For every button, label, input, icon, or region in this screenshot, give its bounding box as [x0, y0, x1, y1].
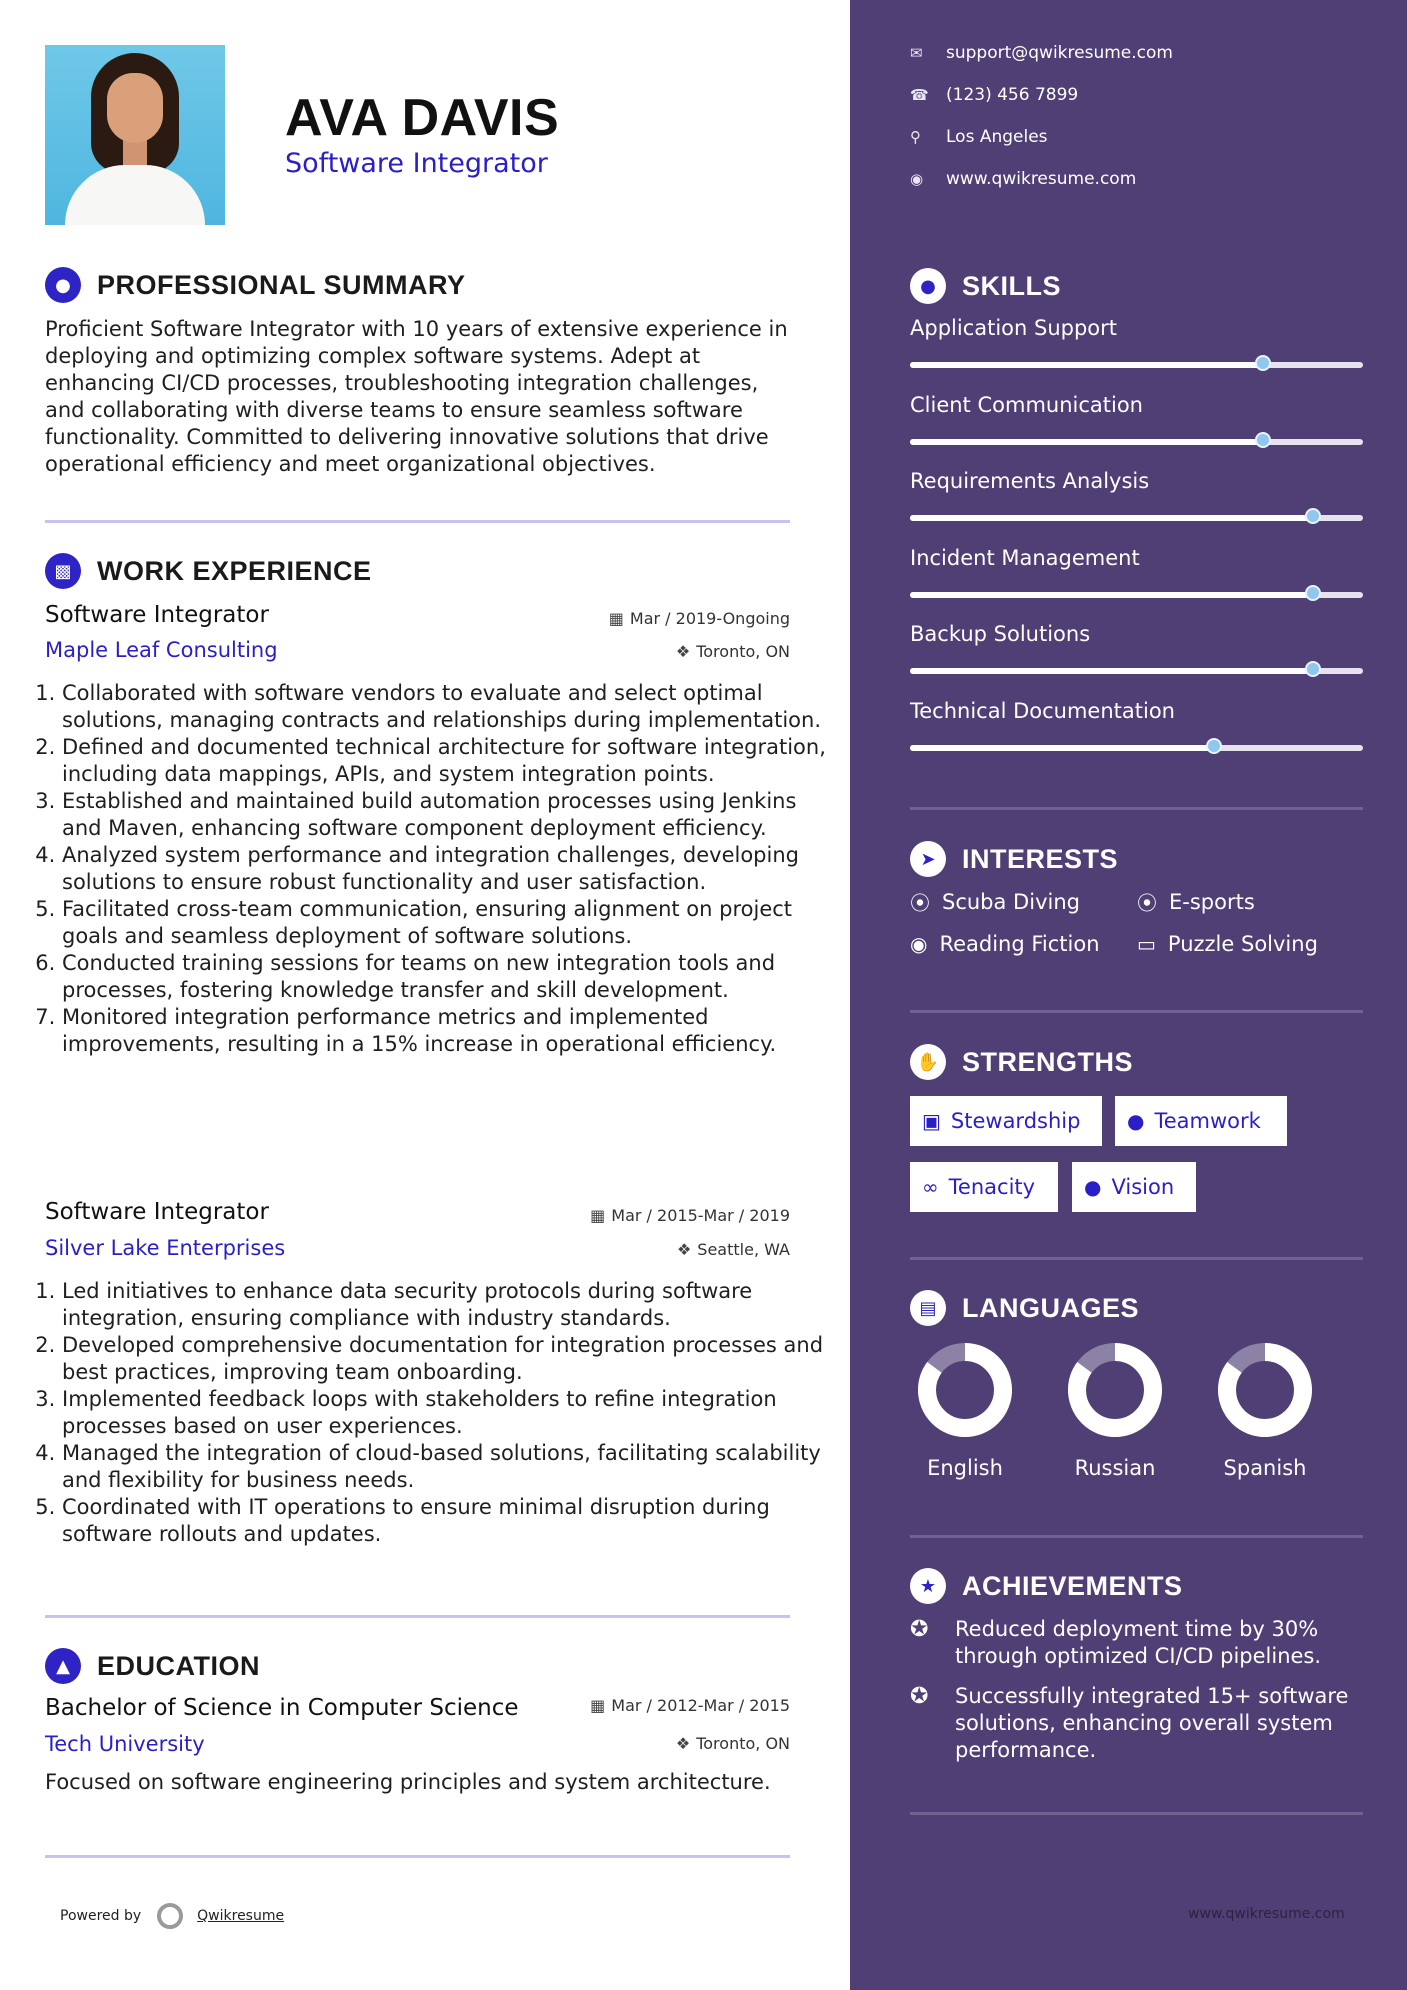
interest-item: ⦿ E-sports [1137, 887, 1255, 916]
education-location: ❖ Toronto, ON [675, 1734, 790, 1753]
divider [910, 1812, 1363, 1815]
skill-bar [910, 362, 1363, 368]
achievement-item: ✪ Reduced deployment time by 30% through optimized CI/CD pipelines. [910, 1617, 1322, 1668]
list-item: 1. Led initiatives to enhance data security protocols during software integration, ensuring compliance with industry standards. [62, 1278, 842, 1332]
contact-website: ◉ www.qwikresume.com [910, 169, 1137, 189]
strengths-heading: ✋ STRENGTHS [910, 1044, 1133, 1080]
pin-icon: ❖ [675, 642, 691, 661]
book-icon: ▭ [1137, 932, 1156, 956]
skill-bar-fill [910, 592, 1313, 598]
divider [910, 807, 1363, 810]
skill-bar-fill [910, 362, 1263, 368]
language-label: Spanish [1223, 1456, 1307, 1480]
pin-icon: ❖ [676, 1240, 692, 1259]
skill-bar-fill [910, 515, 1313, 521]
users-icon: ● [1127, 1109, 1145, 1133]
contact-phone: ☎ (123) 456 7899 [910, 85, 1079, 105]
pin-icon: ❖ [675, 1734, 691, 1753]
job-title: Software Integrator [45, 602, 269, 628]
languages-heading: ▤ LANGUAGES [910, 1290, 1139, 1326]
contact-email: ✉ support@qwikresume.com [910, 43, 1173, 63]
skill-label: Application Support [910, 316, 1118, 340]
list-item: 3. Implemented feedback loops with stakeholders to refine integration processes based on user experiences. [62, 1386, 842, 1440]
language-label: English [927, 1456, 1003, 1480]
star-icon: ✪ [910, 1617, 929, 1642]
job-company: Maple Leaf Consulting [45, 638, 278, 662]
skill-level-knob [1305, 585, 1321, 601]
skill-bar [910, 439, 1363, 445]
footer-website: www.qwikresume.com [1188, 1906, 1345, 1922]
divider [910, 1010, 1363, 1013]
job-bullets [20, 1278, 842, 1548]
interest-item: ◉ Reading Fiction [910, 932, 1100, 956]
skill-bar [910, 515, 1363, 521]
list-item: 1. Collaborated with software vendors to evaluate and select optimal solutions, managing contracts and relationships during implementation. [62, 680, 842, 734]
education-description: Focused on software engineering principles and system architecture. [45, 1770, 771, 1794]
experience-heading: ▩ WORK EXPERIENCE [45, 553, 372, 589]
interest-item: ⦿ Scuba Diving [910, 887, 1080, 916]
education-heading: ▲ EDUCATION [45, 1648, 260, 1684]
job-dates: ▦ Mar / 2019-Ongoing [608, 609, 790, 628]
school-name: Tech University [45, 1732, 205, 1756]
achievement-item: ✪ Successfully integrated 15+ software solutions, enhancing overall system performance. [910, 1684, 1349, 1762]
fist-icon: ✋ [910, 1044, 946, 1080]
skill-bar-fill [910, 439, 1263, 445]
summary-heading: ● PROFESSIONAL SUMMARY [45, 267, 466, 303]
graduate-icon: ▲ [45, 1648, 81, 1684]
strength-badge: ∞ Tenacity [910, 1162, 1058, 1212]
list-item: 5. Coordinated with IT operations to ensure minimal disruption during software rollouts and updates. [62, 1494, 842, 1548]
job-dates: ▦ Mar / 2015-Mar / 2019 [590, 1206, 790, 1225]
language-label: Russian [1074, 1456, 1156, 1480]
divider [910, 1535, 1363, 1538]
list-item: 4. Managed the integration of cloud-based solutions, facilitating scalability and flexibility for business needs. [62, 1440, 842, 1494]
globe-icon: ◉ [910, 170, 924, 188]
star-badge-icon: ★ [910, 1568, 946, 1604]
skill-label: Requirements Analysis [910, 469, 1150, 493]
strength-badge: ▣ Stewardship [910, 1096, 1102, 1146]
footer-powered-by: Powered by Qwikresume [60, 1903, 284, 1929]
skill-level-knob [1255, 355, 1271, 371]
divider [45, 520, 790, 523]
skill-level-knob [1255, 432, 1271, 448]
lifebuoy-icon: ⦿ [1137, 891, 1157, 915]
calendar-icon: ▦ [608, 609, 624, 628]
star-icon: ✪ [910, 1684, 929, 1709]
job-company: Silver Lake Enterprises [45, 1236, 286, 1260]
qwikresume-link[interactable]: Qwikresume [197, 1908, 285, 1924]
language-ring [890, 1340, 1040, 1440]
list-item: 3. Established and maintained build automation processes using Jenkins and Maven, enhancing software component deployment efficiency. [62, 788, 842, 842]
calendar-icon: ▦ [590, 1696, 606, 1715]
language-ring [1190, 1340, 1340, 1440]
skill-bar [910, 592, 1363, 598]
location-pin-icon: ⚲ [910, 128, 921, 146]
achievements-heading: ★ ACHIEVEMENTS [910, 1568, 1183, 1604]
candidate-name: AVA DAVIS [285, 89, 560, 147]
chair-icon: ▩ [45, 553, 81, 589]
list-item: 6. Conducted training sessions for teams on new integration tools and processes, fostering knowledge transfer and skill development. [62, 950, 842, 1004]
interests-heading: ➤ INTERESTS [910, 841, 1118, 877]
skill-level-knob [1305, 661, 1321, 677]
skill-level-knob [1305, 508, 1321, 524]
job-location: ❖ Toronto, ON [675, 642, 790, 661]
degree-title: Bachelor of Science in Computer Science [45, 1695, 519, 1721]
qwikresume-logo-icon [157, 1903, 183, 1929]
list-item: 4. Analyzed system performance and integration challenges, developing solutions to ensure robust functionality and user satisfaction. [62, 842, 842, 896]
job-bullets [20, 680, 842, 1058]
profile-photo [45, 45, 225, 225]
skill-label: Technical Documentation [910, 699, 1175, 723]
list-item: 2. Defined and documented technical architecture for software integration, including data mappings, APIs, and system integration points. [62, 734, 842, 788]
gamepad-icon: ◉ [910, 932, 928, 956]
language-ring [1040, 1340, 1190, 1440]
job-location: ❖ Seattle, WA [676, 1240, 790, 1259]
divider [910, 1257, 1363, 1260]
summary-text: Proficient Software Integrator with 10 years of extensive experience in deploying and optimizing complex software systems. Adept at enhancing CI/CD processes, troubleshooting integration challenges, and collaborating with diverse teams to ensure seamless software functionality. Committed to delivering innovative solutions that drive operational efficiency and meet organizational objectives. [45, 317, 788, 476]
skill-bar-fill [910, 745, 1214, 751]
contact-location: ⚲ Los Angeles [910, 127, 1048, 147]
envelope-icon: ✉ [910, 44, 923, 62]
skill-level-knob [1206, 738, 1222, 754]
education-dates: ▦ Mar / 2012-Mar / 2015 [590, 1696, 790, 1715]
job-title: Software Integrator [45, 1199, 269, 1225]
skill-label: Backup Solutions [910, 622, 1091, 646]
skill-label: Client Communication [910, 393, 1143, 417]
link-icon: ∞ [922, 1175, 939, 1199]
interest-item: ▭ Puzzle Solving [1137, 932, 1318, 956]
list-item: 7. Monitored integration performance metrics and implemented improvements, resulting in a 15% increase in operational efficiency. [62, 1004, 842, 1058]
skill-bar [910, 745, 1363, 751]
list-item: 5. Facilitated cross-team communication, ensuring alignment on project goals and seamless deployment of software solutions. [62, 896, 842, 950]
sidebar [850, 0, 1407, 1990]
skill-bar-fill [910, 668, 1313, 674]
strength-badge: ● Teamwork [1115, 1096, 1287, 1146]
list-item: 2. Developed comprehensive documentation for integration processes and best practices, improving team onboarding. [62, 1332, 842, 1386]
lifebuoy-icon: ⦿ [910, 891, 930, 915]
user-icon: ● [45, 267, 81, 303]
candidate-title: Software Integrator [285, 148, 548, 179]
divider [45, 1615, 790, 1618]
skills-heading: ● SKILLS [910, 268, 1061, 304]
briefcase-icon: ▣ [922, 1109, 941, 1133]
binoculars-icon: ● [1084, 1175, 1102, 1199]
skill-bar [910, 668, 1363, 674]
lightbulb-icon: ● [910, 268, 946, 304]
phone-icon: ☎ [910, 86, 929, 104]
strength-badge: ● Vision [1072, 1162, 1196, 1212]
calendar-icon: ▦ [590, 1206, 606, 1225]
language-icon: ▤ [910, 1290, 946, 1326]
divider [45, 1855, 790, 1858]
paper-plane-icon: ➤ [910, 841, 946, 877]
skill-label: Incident Management [910, 546, 1140, 570]
